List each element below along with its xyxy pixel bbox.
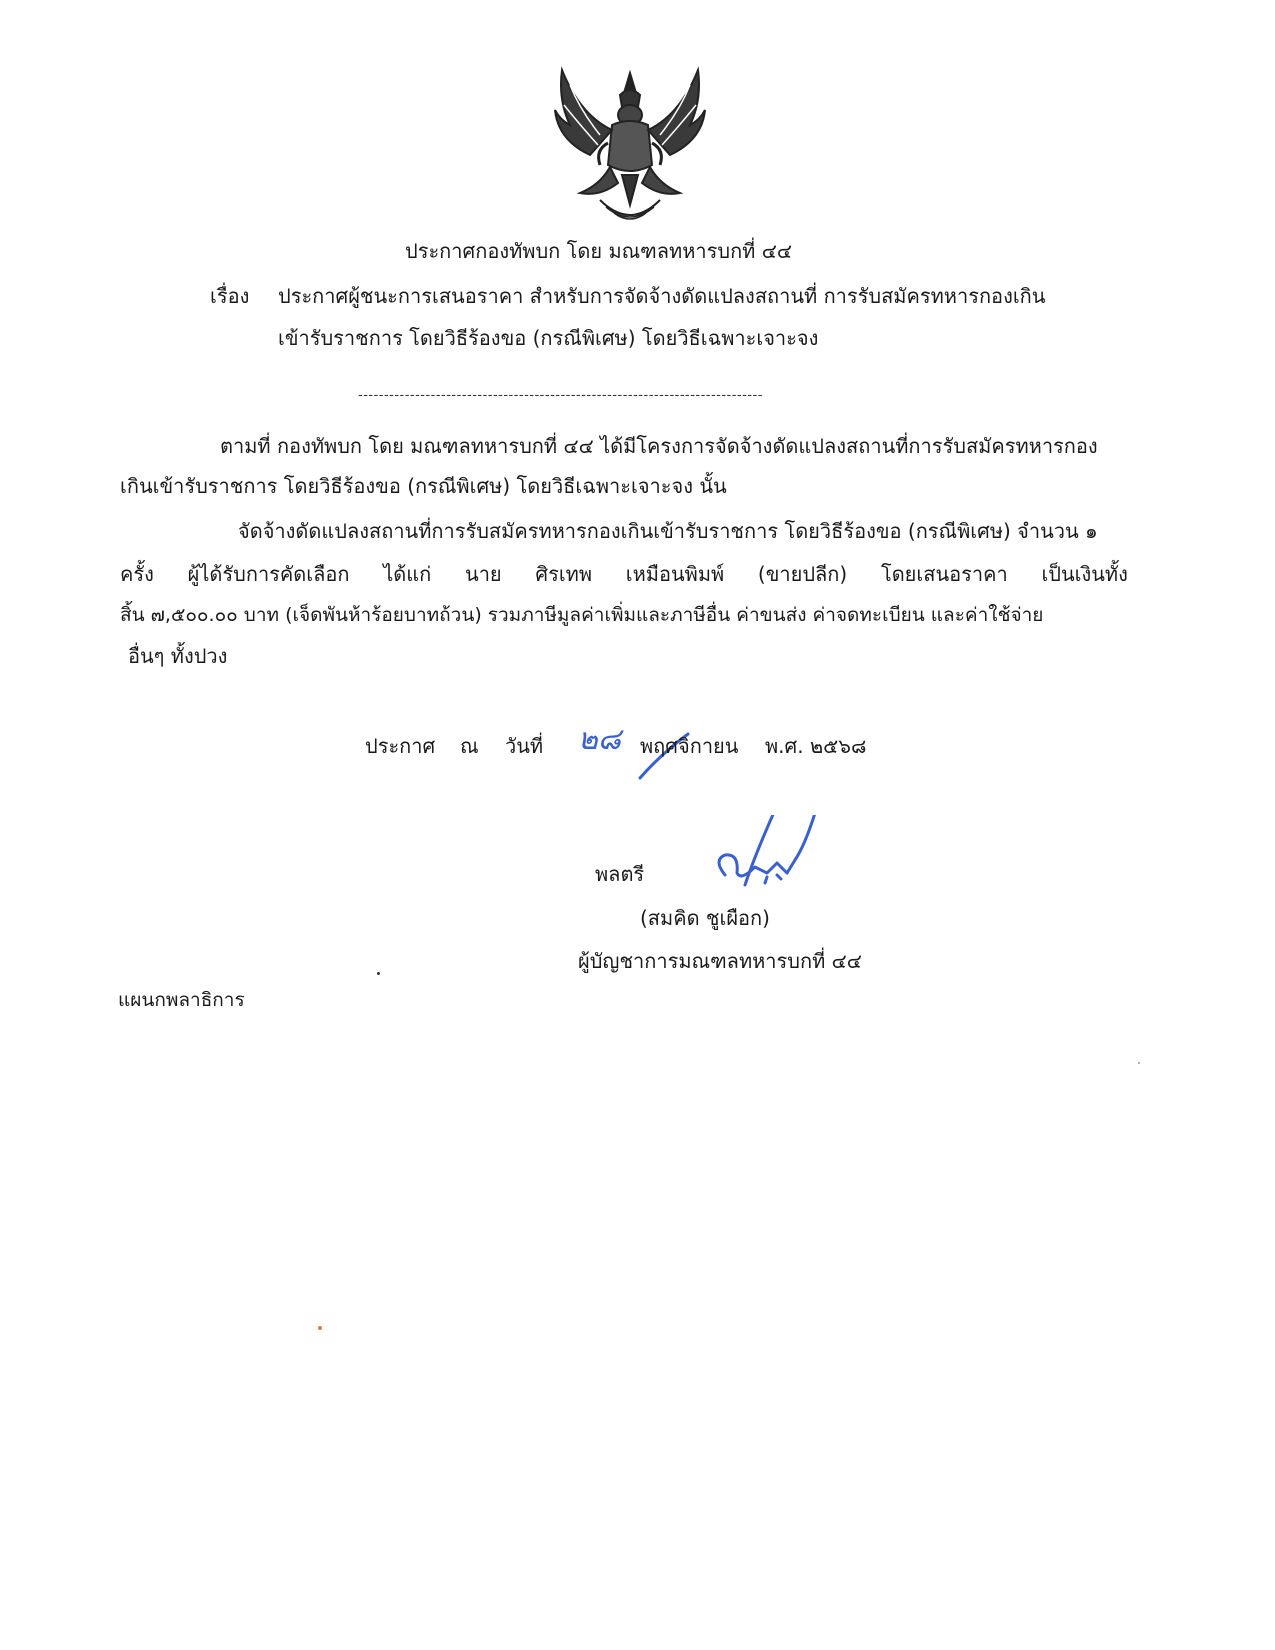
paragraph-2-line-2 — [120, 558, 1128, 590]
announce-at: ณ — [460, 734, 479, 758]
word: นาย — [465, 562, 502, 586]
paragraph-2-line-4: อื่นๆ ทั้งปวง — [128, 644, 228, 668]
handwritten-day: ๒๘ — [578, 722, 621, 757]
word: ครั้ง — [120, 562, 154, 586]
announce-month: พฤศจิกายน — [640, 734, 739, 758]
scan-speck — [318, 1326, 322, 1330]
subject-label: เรื่อง — [210, 284, 250, 308]
word: เหมือนพิมพ์ — [625, 562, 725, 586]
announce-year: พ.ศ. ๒๕๖๘ — [765, 734, 867, 758]
paragraph-2-line-1: จัดจ้างดัดแปลงสถานที่การรับสมัครทหารกองเกินเข้ารับราชการ โดยวิธีร้องขอ (กรณีพิเศษ) จำนวน ๑ — [238, 519, 1098, 543]
signer-position: ผู้บัญชาการมณฑลทหารบกที่ ๔๔ — [578, 949, 862, 973]
word: ผู้ได้รับการคัดเลือก — [187, 562, 350, 586]
word: ได้แก่ — [383, 562, 432, 586]
signer-name: (สมคิด ชูเผือก) — [640, 906, 770, 930]
word: (ขายปลีก) — [757, 562, 848, 586]
word: ศิรเทพ — [535, 562, 593, 586]
paragraph-1-line-2: เกินเข้ารับราชการ โดยวิธีร้องขอ (กรณีพิเศษ) โดยวิธีเฉพาะเจาะจง นั้น — [120, 474, 727, 498]
announcement-title: ประกาศกองทัพบก โดย มณฑลทหารบกที่ ๔๔ — [405, 239, 792, 263]
announce-date-label: วันที่ — [505, 734, 544, 758]
department-label: แผนกพลาธิการ — [118, 989, 245, 1011]
paragraph-2-line-3: สิ้น ๗,๕๐๐.๐๐ บาท (เจ็ดพันห้าร้อยบาทถ้วน) รวมภาษีมูลค่าเพิ่มและภาษีอื่น ค่าขนส่ง ค่าจดทะเบียน และค่าใช้จ่าย — [120, 604, 1044, 626]
word: เป็นเงินทั้ง — [1041, 562, 1128, 586]
scan-speck — [1138, 1062, 1140, 1064]
word: โดยเสนอราคา — [880, 562, 1008, 586]
scan-speck — [377, 972, 380, 975]
garuda-emblem — [540, 55, 720, 235]
subject-line-1: ประกาศผู้ชนะการเสนอราคา สำหรับการจัดจ้างดัดแปลงสถานที่ การรับสมัครทหารกองเกิน — [278, 284, 1046, 308]
announce-prefix: ประกาศ — [365, 734, 436, 758]
paragraph-1-line-1: ตามที่ กองทัพบก โดย มณฑลทหารบกที่ ๔๔ ได้มีโครงการจัดจ้างดัดแปลงสถานที่การรับสมัครทหารกอง — [220, 434, 1098, 458]
subject-line-2: เข้ารับราชการ โดยวิธีร้องขอ (กรณีพิเศษ) โดยวิธีเฉพาะเจาะจง — [278, 326, 819, 350]
separator-line: ------------------------------------------------------------------------------ — [358, 388, 763, 403]
signer-rank: พลตรี — [595, 862, 645, 886]
